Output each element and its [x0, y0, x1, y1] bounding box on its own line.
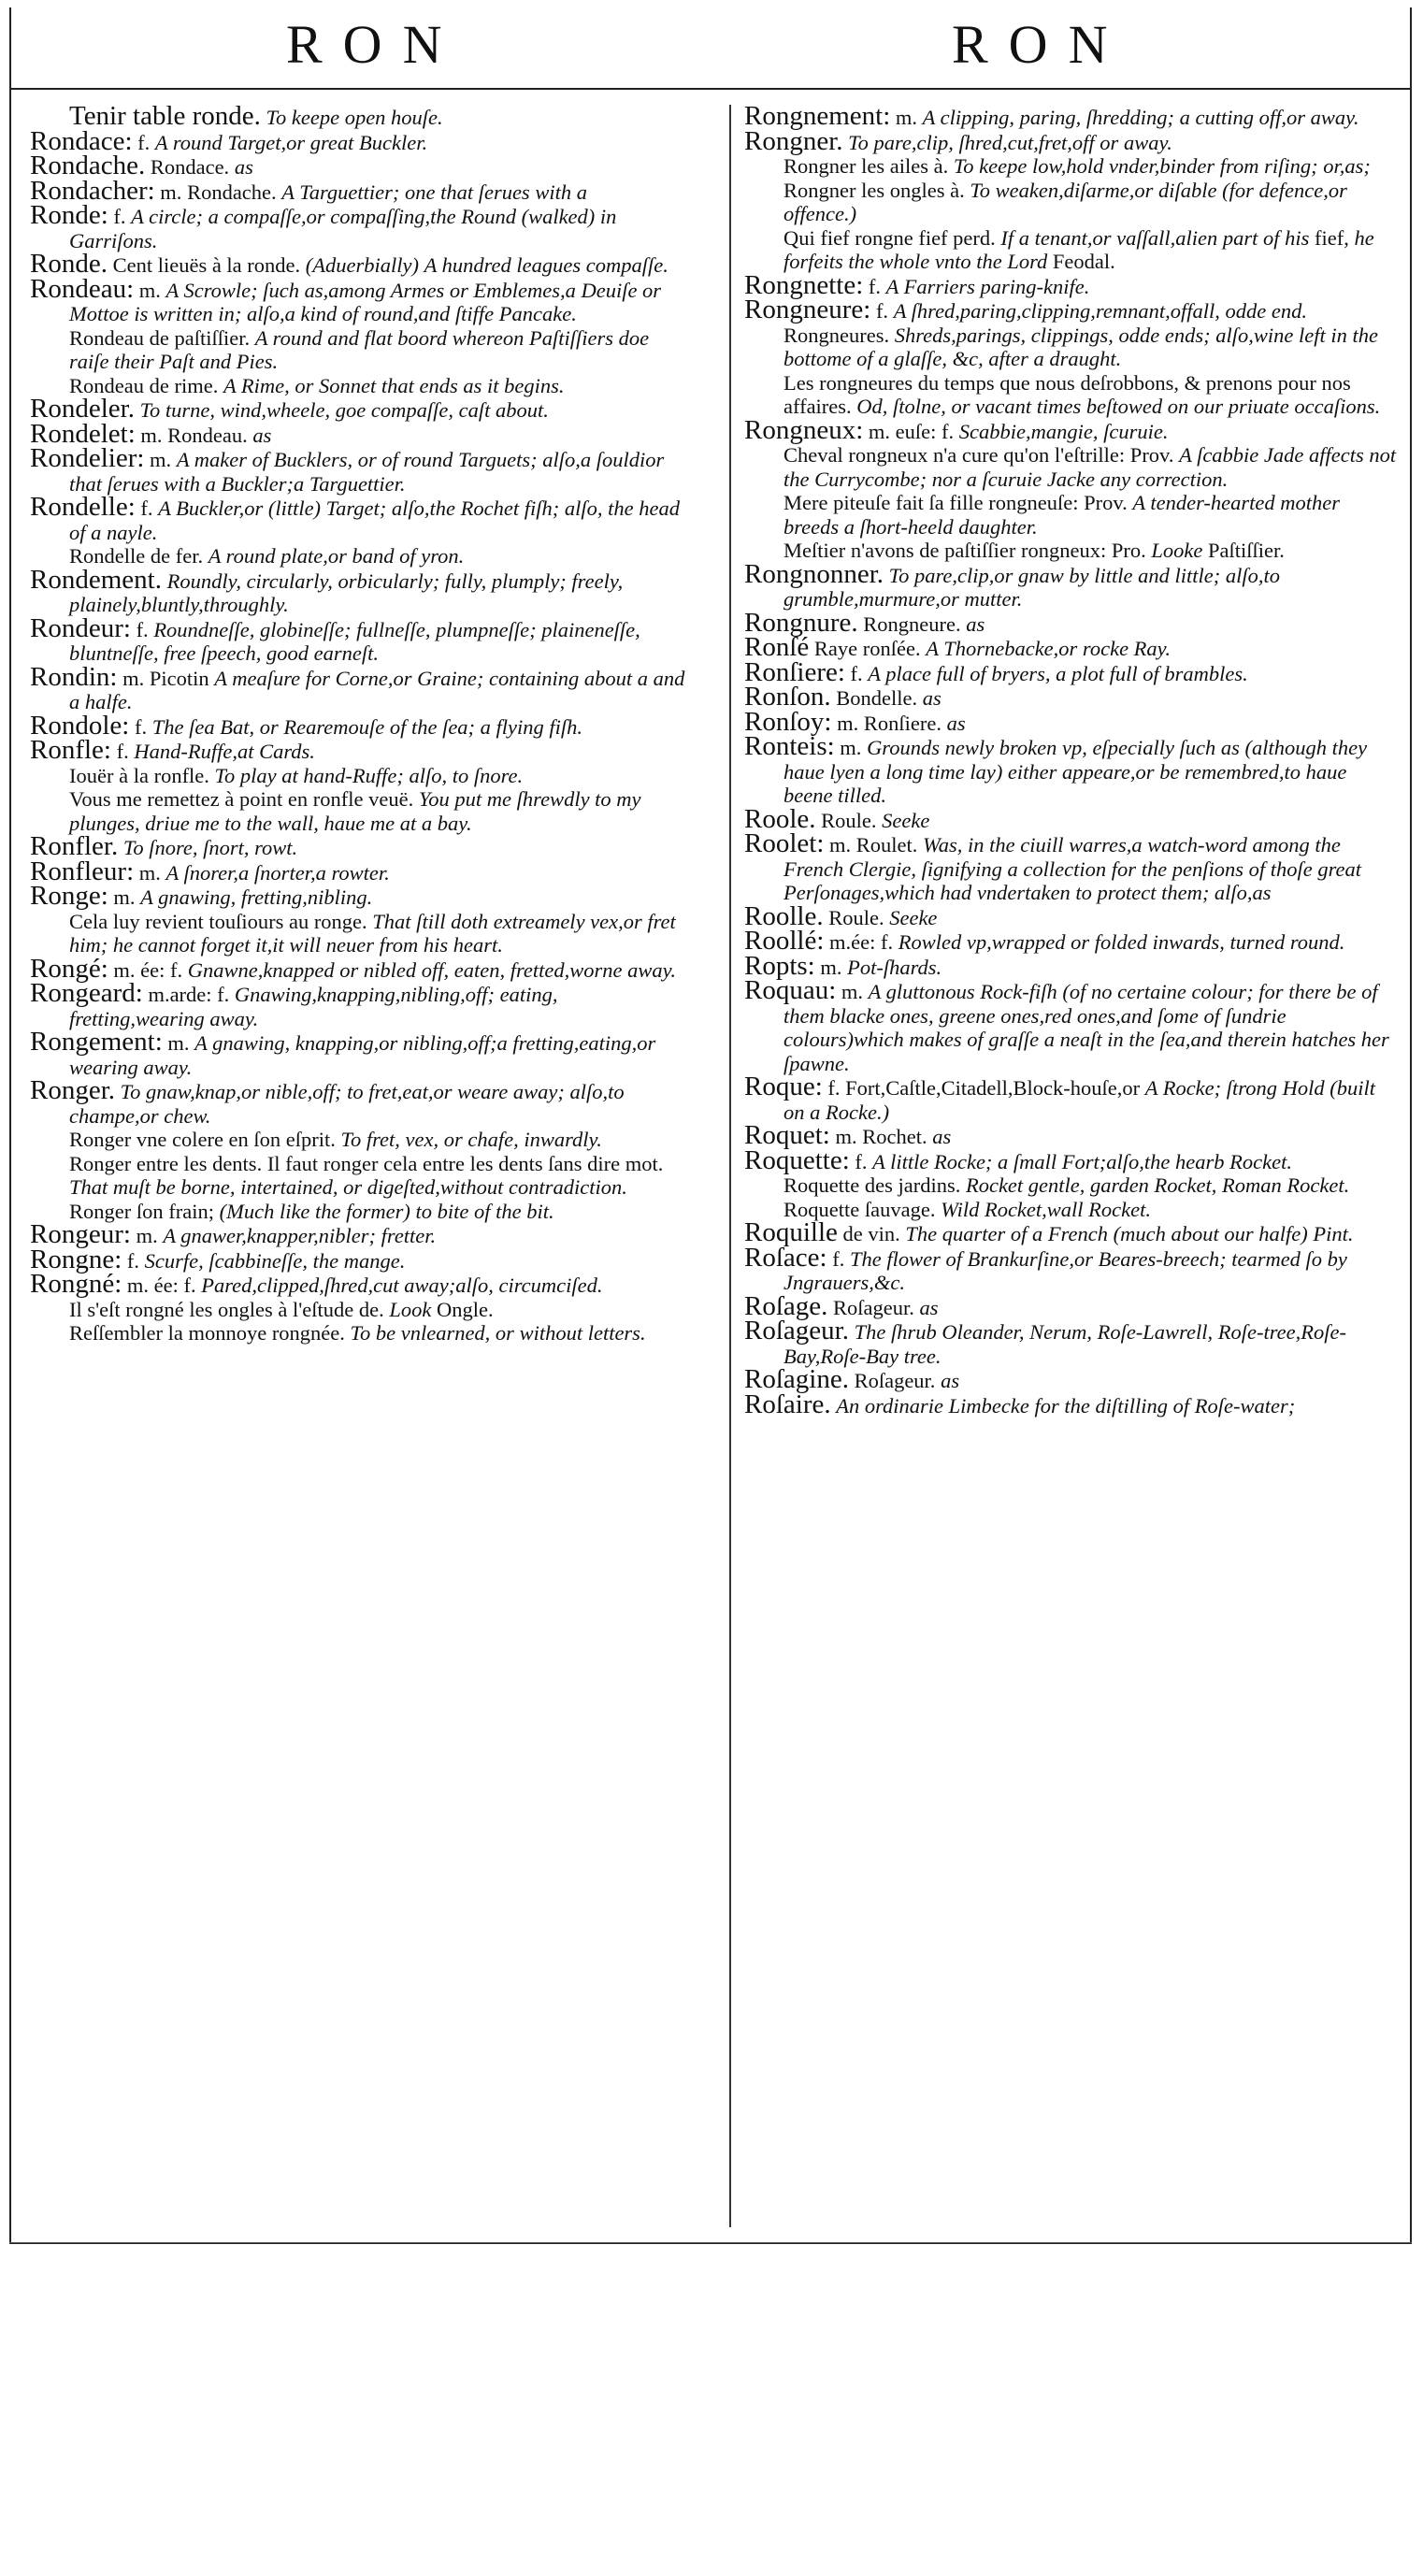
dictionary-entry: [744, 900, 1399, 931]
headword: Rongeard:: [30, 978, 143, 1008]
headword: Rongne:: [30, 1244, 122, 1274]
dictionary-entry: [744, 975, 1399, 1075]
dictionary-entry: [744, 682, 1399, 712]
dictionary-entry: [30, 1027, 694, 1079]
dictionary-entry: [30, 273, 694, 326]
headword: Ronſoy:: [744, 706, 832, 737]
english-gloss: as: [941, 1369, 960, 1392]
headword: Rondole:: [30, 710, 130, 741]
grammar-tag: m.: [138, 278, 161, 302]
grammar-tag: m.: [113, 885, 136, 909]
french-text: Paſtiſſier.: [1207, 539, 1285, 562]
english-gloss: A tender-hearted mother breeds a ſhort-heeld daughter.: [783, 491, 1341, 539]
headword: Rondelier:: [30, 443, 145, 473]
dictionary-entry: [30, 910, 694, 957]
dictionary-entry: [744, 491, 1399, 539]
headword: Rondin:: [30, 661, 118, 692]
french-text: Ongle.: [437, 1297, 494, 1321]
english-gloss: That muſt be borne, intertained, or digeſted,without contradiction.: [69, 1175, 627, 1199]
french-text: Roſageur.: [854, 1369, 936, 1392]
grammar-tag: f.: [134, 714, 148, 739]
english-gloss: Rowled vp,wrapped or folded inwards, turned round.: [898, 930, 1345, 954]
dictionary-entry: [744, 1316, 1399, 1368]
english-gloss: ſtrong Hold (built on a Rocke.): [783, 1076, 1375, 1124]
grammar-tag: m.: [829, 833, 852, 856]
french-text: Ronger entre les dents. Il faut ronger cela entre les dents ſans dire mot.: [69, 1151, 664, 1175]
french-text: Il s'eſt rongné les ongles à l'eſtude de.: [69, 1297, 384, 1321]
french-text: Feodal.: [1052, 250, 1115, 273]
dictionary-entry: [30, 661, 694, 714]
headword: Rongnure.: [744, 607, 858, 638]
english-gloss: A round plate,or band of yron.: [208, 544, 465, 568]
headword: Roquet:: [744, 1120, 830, 1150]
french-text: Rongneure.: [863, 612, 961, 636]
dictionary-entry: [30, 787, 694, 835]
french-text: Roulet.: [855, 833, 918, 856]
english-gloss: To gnaw,knap,or nible,off; to fret,eat,or weare away; alſo,to champe,or chew.: [69, 1080, 625, 1128]
headword: Rondace:: [30, 125, 133, 156]
headword: Rongé:: [30, 953, 108, 984]
dictionary-entry: [744, 558, 1399, 612]
french-text: Rongner les ailes à.: [783, 154, 949, 178]
grammar-tag: m.: [837, 711, 859, 735]
dictionary-entry: [30, 735, 694, 765]
english-gloss: To keepe open houſe.: [266, 106, 443, 129]
english-gloss: To keepe low,hold vnder,binder from riſing; or,as;: [953, 154, 1371, 178]
dictionary-entry: [744, 295, 1399, 324]
english-gloss: Look: [389, 1297, 432, 1321]
english-gloss: A place full of bryers, a plot full of brambles.: [868, 661, 1248, 685]
french-text: Rochet.: [862, 1125, 927, 1148]
english-gloss: as: [252, 423, 272, 447]
headword: Rondeur:: [30, 612, 131, 643]
english-gloss: Was, in the ciuill warres,a watch-word among the French Clergie, ſignifying a collection for the penſions of thoſe great Perſonages,which had vndertaken to protect them; alſo,as: [783, 833, 1362, 904]
dictionary-entry: [30, 881, 694, 911]
english-gloss: A Rocke;: [1144, 1076, 1222, 1100]
headword: Ronſon.: [744, 682, 831, 712]
english-gloss: as: [966, 612, 985, 636]
headword: Tenir table ronde.: [69, 105, 261, 131]
dictionary-entry: [744, 1072, 1399, 1124]
english-gloss: To pare,clip,or gnaw by little and little; alſo,to grumble,murmure,or mutter.: [783, 563, 1280, 611]
dictionary-entry: [30, 856, 694, 886]
english-gloss: A Rime, or Sonnet that ends as it begins.: [223, 373, 565, 397]
english-gloss: and a halfe.: [69, 666, 685, 713]
french-text: Picotin: [149, 666, 209, 690]
french-text: Bondelle.: [836, 686, 918, 710]
french-text: Reſſembler la monnoye rongnée.: [69, 1321, 345, 1345]
headword: Rongement:: [30, 1027, 163, 1057]
french-text: Ronſiere.: [863, 711, 941, 735]
english-gloss: as: [932, 1125, 952, 1148]
french-text: Roule.: [828, 905, 884, 929]
dictionary-entry: [30, 200, 694, 252]
headword: Ronfle:: [30, 735, 111, 765]
headword: Ronteis:: [744, 731, 835, 761]
french-text: Iouër à la ronfle.: [69, 763, 209, 787]
dictionary-entry: [30, 564, 694, 617]
grammar-tag: m.: [840, 736, 862, 759]
english-gloss: A meaſure for Corne,or Graine; containing about a: [214, 666, 648, 690]
french-text: Rondelle de fer.: [69, 544, 204, 568]
running-head-right: RON: [952, 14, 1128, 75]
french-text: Cela luy revient touſiours au ronge.: [69, 909, 367, 933]
grammar-tag: f.: [827, 1076, 841, 1100]
headword: Rondache.: [30, 151, 146, 180]
headword: Roſaire.: [744, 1389, 831, 1419]
headword: Rongner.: [744, 125, 843, 156]
headword: Ronger.: [30, 1075, 116, 1105]
dictionary-entry: [744, 414, 1399, 445]
header-rule: [9, 88, 1412, 90]
dictionary-entry: [744, 828, 1399, 905]
french-text: Ronger ſon frain;: [69, 1199, 214, 1223]
english-gloss: A gnawing, fretting,nibling.: [140, 885, 373, 909]
headword: Roolet:: [744, 828, 825, 858]
dictionary-entry: [744, 706, 1399, 737]
french-text: fief,: [1315, 225, 1349, 250]
grammar-tag: m. ée: f.: [113, 957, 183, 982]
headword: Ronfler.: [30, 831, 119, 861]
headword: Rongneure:: [744, 295, 871, 324]
english-gloss: To turne, wind,wheele, goe compaſſe, caſt about.: [139, 398, 549, 422]
english-gloss: The quarter of a French (much about our halfe) Pint.: [905, 1222, 1354, 1245]
french-text: Rondache.: [187, 180, 277, 204]
dictionary-entry: [744, 371, 1399, 419]
english-gloss: as: [919, 1295, 939, 1319]
english-gloss: Hand-Ruffe,at Cards.: [134, 740, 315, 763]
english-gloss: as: [234, 155, 253, 179]
english-gloss: To weaken,diſarme,or diſable (for defence,or offence.): [783, 178, 1347, 225]
dictionary-entry: [744, 154, 1399, 179]
headword: Roquau:: [744, 975, 837, 1005]
english-gloss: Gnawing,knapping,nibling,off; eating, fretting,wearing away.: [69, 983, 558, 1030]
grammar-tag: m.: [140, 423, 163, 447]
dictionary-entry: [744, 1144, 1399, 1175]
french-text: Fort,Caſtle,Citadell,Block-houſe,or: [845, 1076, 1141, 1100]
french-text: Qui fief rongne fief perd.: [783, 225, 996, 250]
headword: Rondeler.: [30, 394, 135, 424]
grammar-tag: f.: [137, 130, 151, 154]
dictionary-entry: [30, 1128, 694, 1152]
grammar-tag: f.: [136, 617, 149, 641]
english-gloss: To play at hand-Ruffe; alſo, to ſnore.: [214, 763, 524, 787]
french-text: Roule.: [821, 808, 877, 832]
french-text: Les rongneures du temps que nous deſrobbons, & prenons pour nos affaires.: [783, 370, 1351, 418]
french-text: Cheval rongneux n'a cure qu'on l'eſtrille: Prov.: [783, 443, 1174, 467]
grammar-tag: f.: [113, 205, 126, 228]
headword: Rongneux:: [744, 414, 864, 445]
headword: Ropts:: [744, 950, 815, 981]
dictionary-entry: [744, 607, 1399, 638]
english-gloss: (Much like the former) to bite of the bit.: [219, 1199, 554, 1223]
headword: Rondacher:: [30, 175, 155, 206]
english-gloss: A gnawer,knapper,nibler; fretter.: [163, 1224, 437, 1247]
dictionary-entry: [744, 731, 1399, 808]
french-text: Rondace.: [150, 155, 230, 179]
dictionary-entry: [30, 764, 694, 788]
english-gloss: The ſea Bat, or Rearemouſe of the ſea; a flying fiſh.: [151, 714, 583, 739]
headword: Ronde.: [30, 249, 108, 279]
french-text: Ronger vne colere en ſon eſprit.: [69, 1128, 336, 1151]
headword: Ronſé: [744, 632, 810, 662]
english-gloss: A gluttonous Rock-fiſh (of no certaine colour; for there be of them blacke ones, greene ones,red ones,and ſome of ſundrie colours)which makes of graſſe a neaſt in the ſea,and therein hatches her ſpawne.: [783, 980, 1389, 1075]
grammar-tag: f.: [832, 1246, 845, 1271]
grammar-tag: m.: [136, 1224, 158, 1247]
grammar-tag: m.: [167, 1031, 190, 1055]
english-gloss: he forfeits the whole vnto the Lord: [783, 225, 1374, 273]
headword: Roſage.: [744, 1290, 828, 1321]
dictionary-entry: [744, 656, 1399, 687]
headword: Roole.: [744, 803, 816, 834]
english-gloss: Scabbie,mangie, ſcuruie.: [958, 419, 1169, 443]
headword: Rongné:: [30, 1269, 122, 1299]
french-text: Roquette des jardins.: [783, 1173, 961, 1197]
dictionary-entry: [30, 710, 694, 741]
headword: Roquille: [744, 1217, 838, 1247]
english-gloss: Gnawne,knapped or nibled off, eaten, fretted,worne away.: [187, 957, 676, 982]
headword: Roollé:: [744, 926, 825, 956]
headword: Roquette:: [744, 1144, 850, 1175]
english-gloss: as: [922, 686, 941, 710]
english-gloss: A gnawing, knapping,or nibling,off;a fretting,eating,or wearing away.: [69, 1031, 656, 1079]
headword: Rongnement:: [744, 105, 891, 131]
english-gloss: Seeke: [889, 905, 938, 929]
english-gloss: A ſcabbie Jade affects not the Currycombe; nor a ſcuruie Jacke any correction.: [783, 443, 1397, 491]
grammar-tag: f.: [126, 1248, 140, 1273]
english-gloss: A Thornebacke,or rocke Ray.: [926, 637, 1171, 660]
french-text: Vous me remettez à point en ronfle veuë.: [69, 787, 414, 811]
french-text: Rondeau de rime.: [69, 373, 219, 397]
english-gloss: A circle; a compaſſe,or compaſſing,the Round (walked) in Garriſons.: [69, 205, 617, 252]
french-text: Rondeau.: [167, 423, 248, 447]
english-gloss: A Farriers paring-knife.: [885, 274, 1090, 298]
english-gloss: Rocket gentle, garden Rocket, Roman Rocket.: [965, 1173, 1350, 1197]
headword: Ronſiere:: [744, 656, 845, 687]
english-gloss: Roundly, circularly, orbicularly; fully, plumply; freely, plainely,bluntly,throughly.: [69, 568, 624, 616]
dictionary-entry: [30, 175, 694, 206]
dictionary-entry: [30, 443, 694, 496]
english-gloss: To fret, vex, or chafe, inwardly.: [340, 1128, 602, 1151]
grammar-tag: m.ée: f.: [829, 930, 894, 954]
english-gloss: To pare,clip, ſhred,cut,fret,off or away.: [848, 130, 1172, 154]
dictionary-entry: [30, 1321, 694, 1346]
headword: Roolle.: [744, 900, 824, 931]
english-gloss: You put me ſhrewdly to my plunges, driue me to the wall, haue me at a bay.: [69, 787, 641, 835]
dictionary-entry: [744, 950, 1399, 981]
english-gloss: To ſnore, ſnort, rowt.: [122, 836, 298, 859]
headword: Roſace:: [744, 1242, 827, 1273]
french-text: Rondeau de paſtiſſier.: [69, 325, 251, 350]
english-gloss: as: [946, 711, 966, 735]
headword: Roſagine.: [744, 1364, 849, 1394]
dictionary-entry: [30, 978, 694, 1030]
dictionary-entry: [744, 443, 1399, 491]
english-gloss: A Targuettier; one that ſerues with a: [281, 180, 587, 204]
english-gloss: Wild Rocket,wall Rocket.: [941, 1197, 1152, 1221]
headword: Rongeur:: [30, 1219, 131, 1249]
dictionary-entry: [744, 1198, 1399, 1222]
dictionary-entry: [30, 1298, 694, 1322]
dictionary-entry: [744, 125, 1399, 156]
english-gloss: Shreds,parings, clippings, odde ends; alſo,wine left in the bottome of a glaſſe, &c, after a draught.: [783, 323, 1378, 370]
running-head-left: RON: [286, 14, 463, 75]
grammar-tag: f.: [140, 496, 153, 520]
french-text: Roquette ſauvage.: [783, 1197, 936, 1221]
dictionary-entry: [30, 612, 694, 666]
dictionary-entry: [30, 1269, 694, 1299]
french-text: Cent lieuës à la ronde.: [112, 253, 301, 277]
english-gloss: A maker of Bucklers, or of round Targuets; alſo,a ſouldior that ſerues with a Buckler;a Targuettier.: [69, 448, 665, 496]
grammar-tag: m.arde: f.: [148, 983, 230, 1006]
english-gloss: A little Rocke; a ſmall Fort;alſo,the hearb Rocket.: [872, 1149, 1292, 1173]
english-gloss: Looke: [1151, 539, 1203, 562]
french-text: Rongneures.: [783, 323, 890, 347]
grammar-tag: m.: [138, 860, 161, 885]
grammar-tag: m.: [160, 180, 182, 204]
english-gloss: An ordinarie Limbecke for the diſtilling of Roſe-water;: [836, 1393, 1296, 1418]
english-gloss: A Scrowle; ſuch as,among Armes or Emblemes,a Deuiſe or Mottoe is written in; alſo,a kind of round,and ſtiffe Pancake.: [69, 278, 662, 325]
dictionary-entry: [30, 1152, 694, 1200]
french-text: Rongner les ongles à.: [783, 178, 965, 202]
english-gloss: Grounds newly broken vp, eſpecially ſuch as (although they haue lyen a long time lay) either appeare,or be remembred,to haue beene tilled.: [783, 736, 1368, 807]
french-text: Meſtier n'avons de paſtiſſier rongneux: Pro.: [783, 539, 1146, 562]
grammar-tag: m.: [122, 666, 145, 690]
french-text: Roſageur.: [833, 1295, 914, 1319]
headword: Rongnonner.: [744, 558, 884, 589]
headword: Ronge:: [30, 881, 108, 911]
dictionary-entry: [744, 1242, 1399, 1295]
headword: Rondement.: [30, 564, 162, 595]
headword: Rondelet:: [30, 418, 136, 449]
headword: Ronde:: [30, 200, 108, 230]
english-gloss: To be vnlearned, or without letters.: [350, 1321, 646, 1345]
english-gloss: If a tenant,or vaſſall,alien part of his: [1000, 225, 1310, 250]
grammar-tag: m. euſe: f.: [868, 419, 955, 443]
english-gloss: A round Target,or great Buckler.: [154, 130, 428, 154]
english-gloss: Pot-ſhards.: [847, 955, 942, 979]
grammar-tag: m.: [895, 106, 918, 129]
dictionary-entry: [30, 1244, 694, 1274]
english-gloss: A ſnorer,a ſnorter,a rowter.: [165, 860, 390, 885]
dictionary-entry: [744, 226, 1399, 274]
dictionary-entry: [744, 803, 1399, 834]
grammar-tag: m.: [835, 1125, 857, 1148]
english-gloss: Seeke: [882, 808, 930, 832]
english-gloss: A round and flat boord whereon Paſtiſſiers doe raiſe their Paſt and Pies.: [69, 325, 650, 373]
footer-rule: [9, 2242, 1412, 2243]
headword: Rondelle:: [30, 492, 136, 522]
french-text: Raye ronſée.: [813, 637, 921, 660]
dictionary-entry: [744, 1364, 1399, 1394]
left-column: [21, 105, 703, 2227]
dictionary-entry: [744, 324, 1399, 371]
headword: Rongnette:: [744, 269, 864, 300]
dictionary-entry: [744, 926, 1399, 956]
grammar-tag: m.: [820, 955, 842, 979]
dictionary-entry: [744, 1173, 1399, 1198]
headword: Roque:: [744, 1072, 823, 1101]
dictionary-entry: [30, 1219, 694, 1249]
english-gloss: That ſtill doth extreamely vex,or fret him; he cannot forget it,it will neuer from his heart.: [69, 909, 676, 957]
english-gloss: The ſhrub Oleander, Nerum, Roſe-Lawrell, Roſe-tree,Roſe-Bay,Roſe-Bay tree.: [783, 1320, 1346, 1368]
french-text: Mere piteuſe fait ſa fille rongneuſe: Prov.: [783, 491, 1128, 514]
dictionary-entry: [30, 1075, 694, 1128]
grammar-tag: f.: [868, 274, 882, 298]
grammar-tag: f.: [116, 740, 129, 763]
english-gloss: The flower of Brankurſine,or Beares-breech; tearmed ſo by Jngrauers,&c.: [783, 1246, 1347, 1294]
english-gloss: A clipping, paring, ſhredding; a cutting off,or away.: [922, 106, 1359, 129]
headword: Rondeau:: [30, 273, 135, 304]
english-gloss: Pared,clipped,ſhred,cut away;alſo, circumciſed.: [201, 1274, 603, 1297]
english-gloss: Roundneſſe, globineſſe; fullneſſe, plumpneſſe; plaineneſſe, bluntneſſe, free ſpeech, good earneſt.: [69, 617, 640, 665]
english-gloss: A Buckler,or (little) Target; alſo,the Rochet fiſh; alſo, the head of a nayle.: [69, 496, 680, 544]
english-gloss: A ſhred,paring,clipping,remnant,offall, odde end.: [893, 299, 1307, 323]
english-gloss: (Aduerbially): [305, 253, 419, 277]
headword: Ronfleur:: [30, 856, 135, 886]
headword: Roſageur.: [744, 1316, 849, 1346]
dictionary-entry: [30, 492, 694, 544]
grammar-tag: m. ée: f.: [126, 1274, 196, 1297]
grammar-tag: f.: [875, 299, 889, 323]
english-gloss: A hundred leagues compaſſe.: [424, 253, 668, 277]
grammar-tag: f.: [855, 1149, 868, 1173]
grammar-tag: m.: [150, 448, 172, 471]
dictionary-entry: [30, 326, 694, 374]
english-gloss: Scurfe, ſcabbineſſe, the mange.: [144, 1248, 406, 1273]
dictionary-entry: [744, 1389, 1399, 1419]
right-column: [729, 105, 1408, 2227]
dictionary-entry: [744, 179, 1399, 226]
french-text: de vin.: [842, 1222, 900, 1245]
grammar-tag: m.: [841, 980, 864, 1003]
grammar-tag: f.: [850, 661, 863, 685]
dictionary-entry: [744, 1217, 1399, 1247]
english-gloss: Od, ſtolne, or vacant times beſtowed on our priuate occaſions.: [856, 395, 1381, 418]
